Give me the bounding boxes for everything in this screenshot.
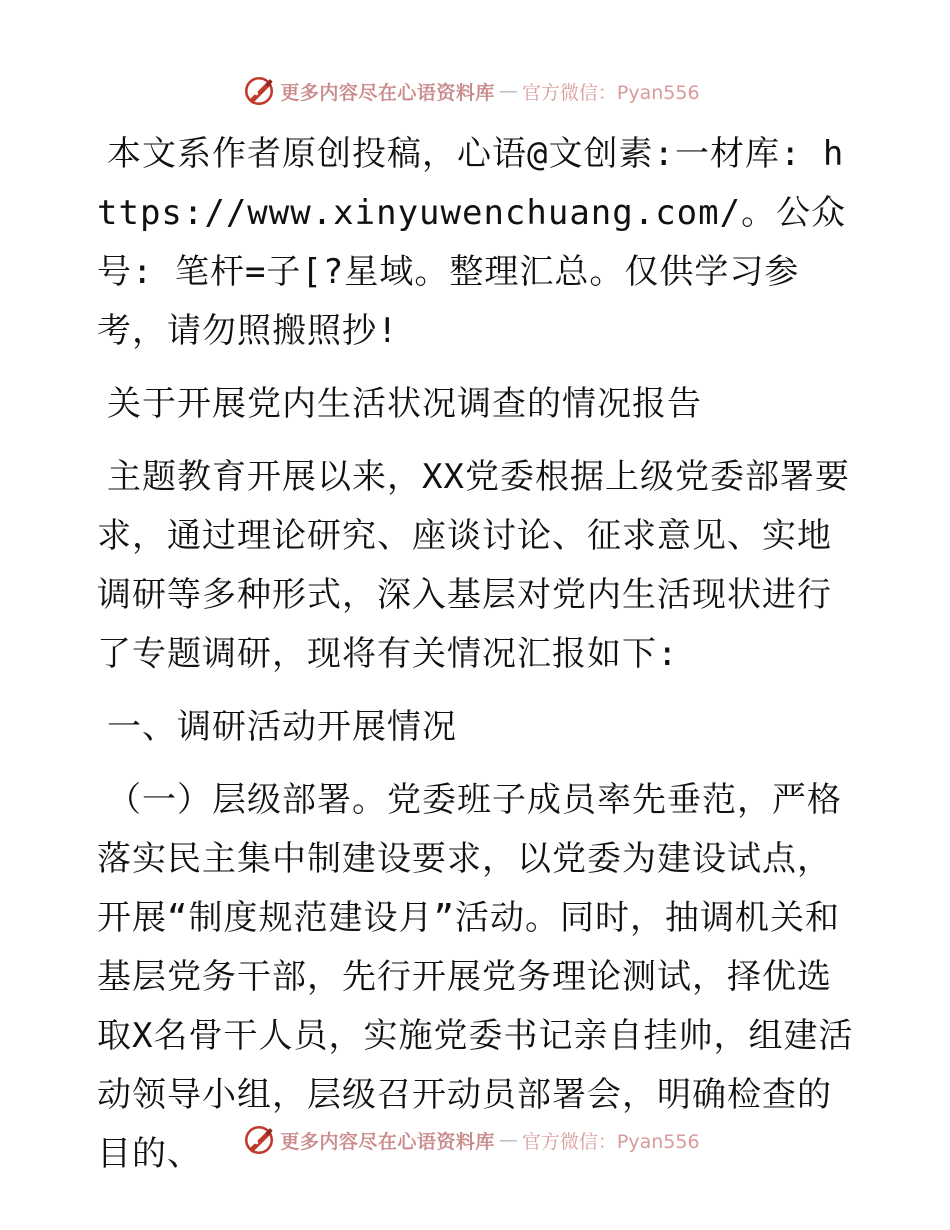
intro-paragraph: 本文系作者原创投稿，心语@文创素:一材库: https://www.xinyuwenchuang.com/。公众号: 笔杆=子[?星域。整理汇总。仅供学习参考，请勿照搬照抄! (97, 134, 847, 351)
footer-watermark-banner (0, 1120, 950, 1160)
document-body (97, 125, 857, 1184)
section-heading: 一、调研活动开展情况 (107, 707, 457, 747)
pen-nib-icon (242, 1123, 276, 1157)
banner-separator: — (498, 1129, 518, 1151)
banner-text: 更多内容尽在心语资料库 (280, 1130, 495, 1153)
section-paragraph: （一）层级部署。党委班子成员率先垂范，严格落实民主集中制建设要求，以党委为建设试点，开展“制度规范建设月”活动。同时，抽调机关和基层党务干部，先行开展党务理论测试，择优选取X名骨干人员，实施党委书记亲自挂帅，组建活动领导小组，层级召开动员部署会，明确检查的目的、 (97, 780, 854, 1174)
banner-contact: 官方微信：Pyan556 (521, 1130, 700, 1153)
banner-separator: — (498, 80, 518, 102)
banner-contact: 官方微信：Pyan556 (521, 81, 700, 104)
pen-nib-icon (242, 74, 276, 108)
document-title: 关于开展党内生活状况调查的情况报告 (107, 384, 702, 424)
banner-text: 更多内容尽在心语资料库 (280, 81, 495, 104)
lead-paragraph: 主题教育开展以来，XX党委根据上级党委部署要求，通过理论研究、座谈讨论、征求意见、实地调研等多种形式，深入基层对党内生活现状进行了专题调研，现将有关情况汇报如下: (97, 457, 850, 674)
header-watermark-banner (0, 71, 950, 111)
